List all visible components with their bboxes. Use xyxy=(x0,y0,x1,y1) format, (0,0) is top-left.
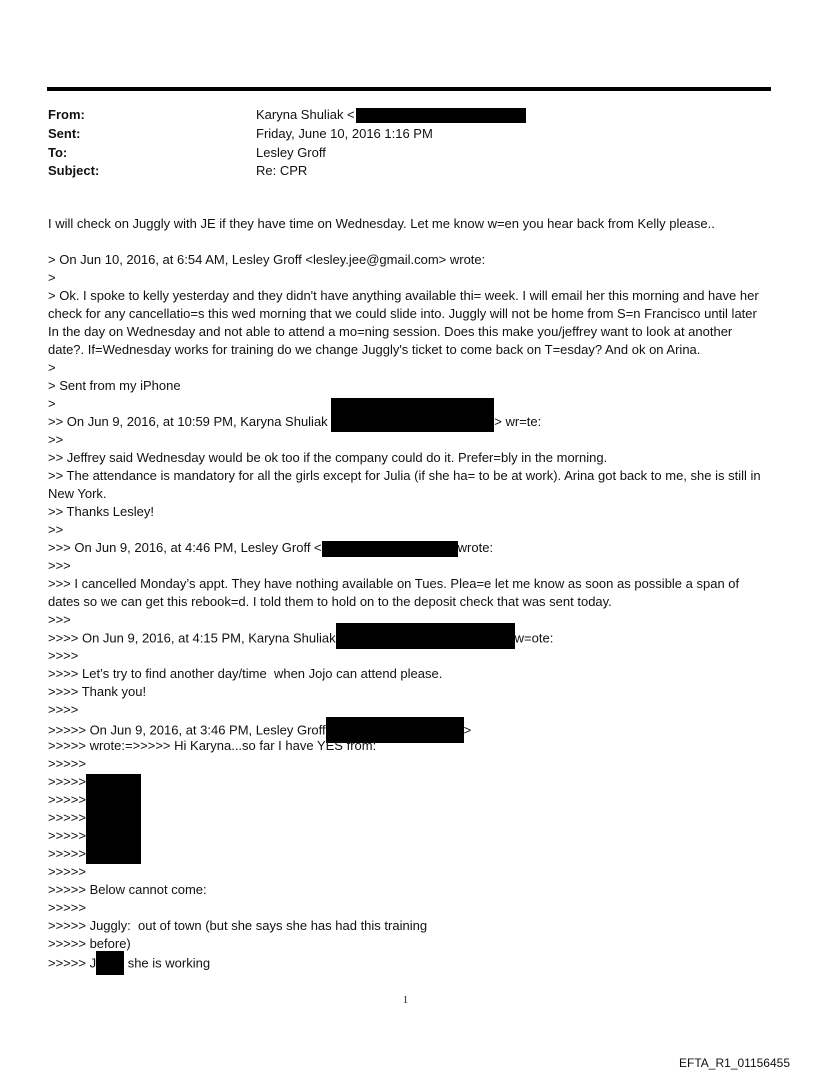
subject-label: Subject: xyxy=(48,163,100,178)
body-line: >>>>> xyxy=(48,864,86,879)
quote-text: >>>>> xyxy=(48,810,86,825)
redaction-block xyxy=(336,623,515,649)
from-name: Karyna Shuliak < xyxy=(256,107,355,122)
body-line xyxy=(48,413,764,431)
body-line: >>>>> xyxy=(48,900,86,915)
subject-value: Re: CPR xyxy=(256,163,308,178)
body-line xyxy=(48,827,764,845)
body-line: >>>>> before) xyxy=(48,936,131,951)
redaction-block xyxy=(86,846,141,864)
sent-value: Friday, June 10, 2016 1:16 PM xyxy=(256,126,433,141)
body-line: >>>>> Juggly: out of town (but she says she has had this training xyxy=(48,918,428,933)
body-line: >>> xyxy=(48,612,71,627)
from-label: From: xyxy=(48,107,85,122)
body-line: > xyxy=(48,270,56,285)
body-paragraph: >> The attendance is mandatory for all the girls except for Julia (if she ha= to be at work). Arina got back to me, she is still in New York. xyxy=(48,468,761,501)
quote-text: >>>>> xyxy=(48,774,86,789)
quote-text: >>> On Jun 9, 2016, at 4:46 PM, Lesley Groff < xyxy=(48,540,322,555)
body-line: > xyxy=(48,396,56,411)
body-line: > On Jun 10, 2016, at 6:54 AM, Lesley Groff <lesley.jee@gmail.com> wrote: xyxy=(48,252,486,267)
body-line: >>>>> wrote:=>>>>> Hi Karyna...so far I have YES from: xyxy=(48,738,377,753)
body-line xyxy=(48,791,764,809)
quote-text: >> On Jun 9, 2016, at 10:59 PM, Karyna Shuliak xyxy=(48,414,332,429)
quote-text: > xyxy=(463,722,472,738)
to-value: Lesley Groff xyxy=(256,145,326,160)
from-value xyxy=(256,106,526,124)
redaction-block xyxy=(86,774,141,792)
body-line: >>>>> xyxy=(48,756,86,771)
body-line xyxy=(48,845,764,863)
redaction-block xyxy=(86,792,141,810)
header-rule xyxy=(47,87,771,91)
quote-text: w=ote: xyxy=(514,630,554,646)
quote-text: >>>>> xyxy=(48,846,86,861)
body-paragraph: > Ok. I spoke to kelly yesterday and they didn't have anything available thi= week. I will email her this morning and have her check for any cancellatio=s this wed morning that we could slide into. Juggly will not be home from S=n Francisco until later In the day on Wednesday and not able to attend a mo=ning session. Does this make you/jeffrey want to look at another date?. If=Wednesday works for training do we change Juggly's ticket to come back on T=esday? And ok on Arina. xyxy=(48,288,759,357)
quote-text: >>>>> xyxy=(48,792,86,807)
quote-text: >>>>> J xyxy=(48,955,97,971)
body-line xyxy=(48,809,764,827)
quote-text: wrote: xyxy=(457,540,494,555)
body-line: >>> xyxy=(48,558,71,573)
page-number: 1 xyxy=(403,995,408,1006)
body-line: >> xyxy=(48,522,64,537)
body-line xyxy=(48,629,764,647)
quote-text: >>>>> On Jun 9, 2016, at 3:46 PM, Lesley Groff xyxy=(48,722,326,738)
body-line xyxy=(48,773,764,791)
body-line xyxy=(48,539,764,557)
body-line: >>>> xyxy=(48,702,79,717)
body-line: >> Jeffrey said Wednesday would be ok too if the company could do it. Prefer=bly in the morning. xyxy=(48,450,608,465)
email-body xyxy=(48,215,764,971)
body-line xyxy=(48,953,764,971)
body-line: > Sent from my iPhone xyxy=(48,378,181,393)
redaction-block xyxy=(96,951,124,975)
redaction-block xyxy=(86,810,141,828)
redaction-block xyxy=(331,398,494,432)
body-line xyxy=(48,719,764,737)
body-line: >>>>> Below cannot come: xyxy=(48,882,207,897)
body-line: I will check on Juggly with JE if they have time on Wednesday. Let me know w=en you hear back from Kelly please.. xyxy=(48,216,715,231)
document-id: EFTA_R1_01156455 xyxy=(679,1056,790,1070)
body-line: >> xyxy=(48,432,64,447)
quote-text: >>>>> xyxy=(48,828,86,843)
quote-text: > wr=te: xyxy=(494,414,542,429)
body-line: > xyxy=(48,360,56,375)
sent-label: Sent: xyxy=(48,126,81,141)
body-paragraph: >>> I cancelled Monday’s appt. They have nothing available on Tues. Plea=e let me know as soon as possible a span of dates so we can get this rebook=d. I told them to hold on to the deposit check that was sent today. xyxy=(48,576,740,609)
quote-text: >>>> On Jun 9, 2016, at 4:15 PM, Karyna Shuliak xyxy=(48,630,336,646)
body-line: >> Thanks Lesley! xyxy=(48,504,154,519)
redaction-block xyxy=(356,108,526,123)
redaction-block xyxy=(86,828,141,846)
body-line: >>>> Let’s try to find another day/time when Jojo can attend please. xyxy=(48,666,443,681)
body-line: >>>> Thank you! xyxy=(48,684,147,699)
to-label: To: xyxy=(48,145,68,160)
quote-text: she is working xyxy=(124,955,211,971)
redaction-block xyxy=(322,541,458,557)
body-line: >>>> xyxy=(48,648,79,663)
